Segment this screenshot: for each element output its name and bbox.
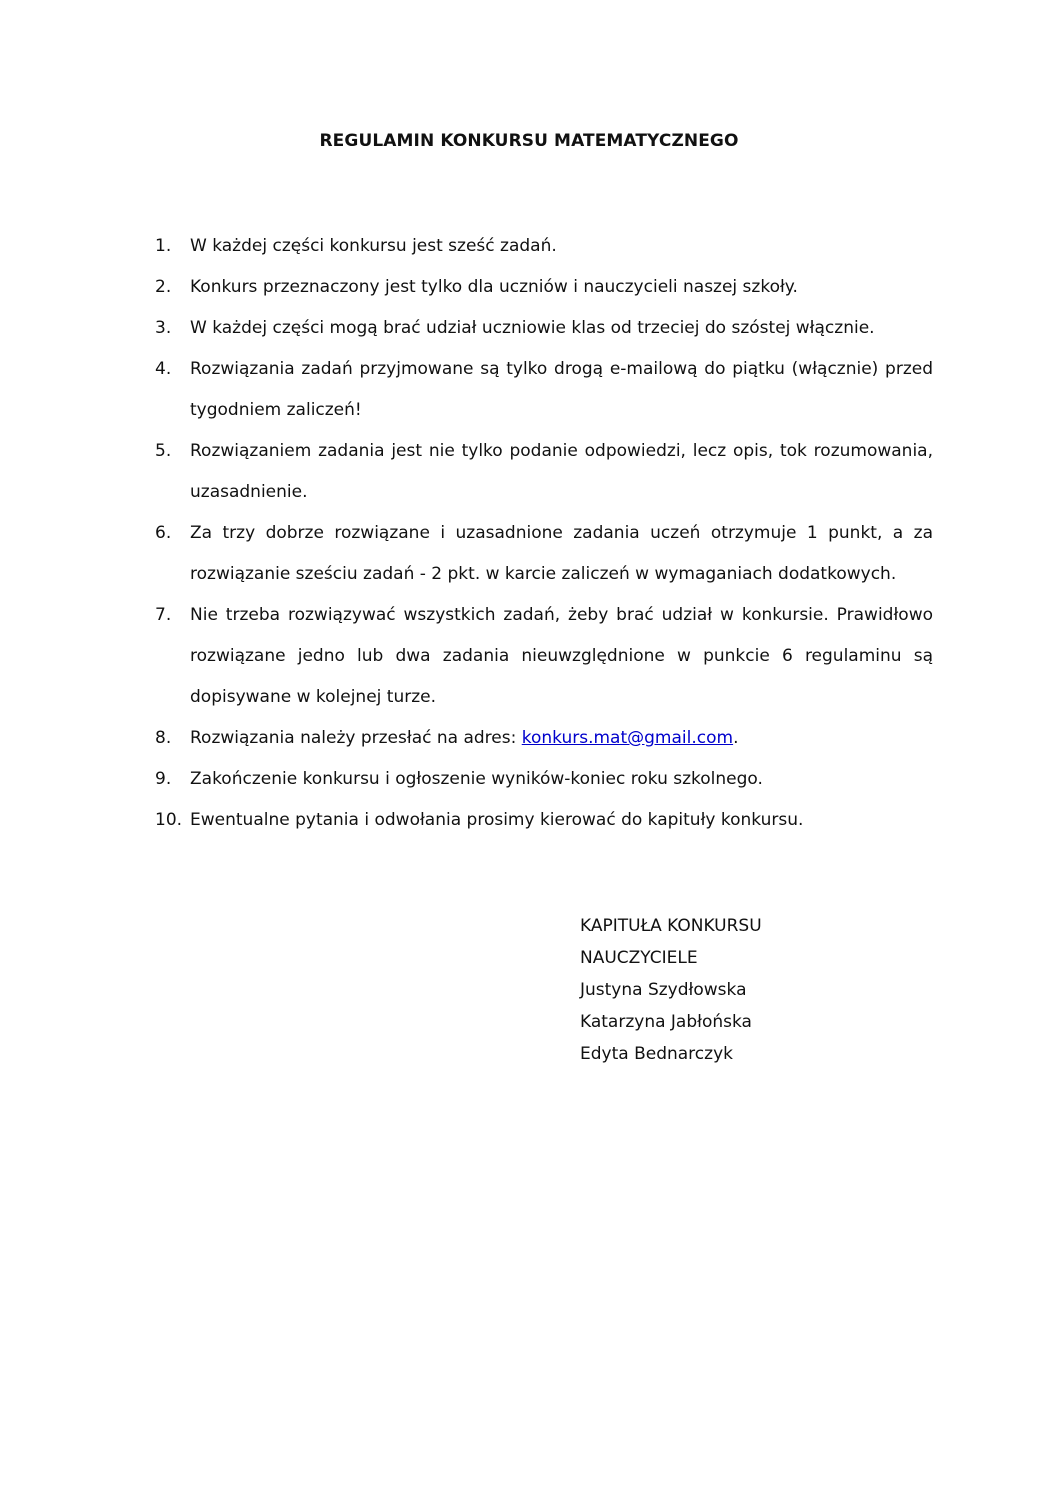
rule-number: 4. xyxy=(155,359,172,379)
rule-text: Rozwiązania zadań przyjmowane są tylko drogą e-mailową do piątku (włącznie) przed tygodniem zaliczeń! xyxy=(190,359,933,420)
rule-item xyxy=(155,595,933,718)
rule-text: Zakończenie konkursu i ogłoszenie wyników-koniec roku szkolnego. xyxy=(190,769,763,789)
document-title: REGULAMIN KONKURSU MATEMATYCZNEGO xyxy=(319,131,739,151)
rule-text-before-email: Rozwiązania należy przesłać na adres: xyxy=(190,728,522,748)
rule-number: 7. xyxy=(155,605,172,625)
rule-text: Rozwiązaniem zadania jest nie tylko podanie odpowiedzi, lecz opis, tok rozumowania, uzasadnienie. xyxy=(190,441,933,502)
teacher-name: Edyta Bednarczyk xyxy=(580,1044,733,1064)
rule-item xyxy=(155,226,933,267)
rule-number: 1. xyxy=(155,236,172,256)
rule-text: Ewentualne pytania i odwołania prosimy kierować do kapituły konkursu. xyxy=(190,810,804,830)
rule-text: W każdej części mogą brać udział uczniowie klas od trzeciej do szóstej włącznie. xyxy=(190,318,875,338)
rule-item xyxy=(155,718,933,759)
rule-number: 9. xyxy=(155,769,172,789)
signature-block xyxy=(580,910,762,1070)
rule-item xyxy=(155,759,933,800)
rule-text: Za trzy dobrze rozwiązane i uzasadnione zadania uczeń otrzymuje 1 punkt, a za rozwiązanie sześciu zadań - 2 pkt. w karcie zaliczeń w wymaganiach dodatkowych. xyxy=(190,523,933,584)
teacher-name: Katarzyna Jabłońska xyxy=(580,1012,752,1032)
rule-number: 10. xyxy=(155,810,183,830)
rule-item xyxy=(155,349,933,431)
rule-number: 8. xyxy=(155,728,172,748)
rule-number: 5. xyxy=(155,441,172,461)
rule-item xyxy=(155,513,933,595)
committee-heading: KAPITUŁA KONKURSU xyxy=(580,916,762,936)
rules-list xyxy=(155,226,933,841)
teachers-heading: NAUCZYCIELE xyxy=(580,948,698,968)
rule-text: Konkurs przeznaczony jest tylko dla uczniów i nauczycieli naszej szkoły. xyxy=(190,277,798,297)
teacher-name: Justyna Szydłowska xyxy=(580,980,747,1000)
rule-item xyxy=(155,308,933,349)
rule-item xyxy=(155,431,933,513)
rule-item xyxy=(155,800,933,841)
rule-number: 6. xyxy=(155,523,172,543)
email-link[interactable]: konkurs.mat@gmail.com xyxy=(521,728,734,748)
rule-item xyxy=(155,267,933,308)
rule-text-after-email: . xyxy=(733,728,739,748)
rule-text xyxy=(190,718,933,759)
rule-number: 2. xyxy=(155,277,172,297)
rule-text: Nie trzeba rozwiązywać wszystkich zadań, żeby brać udział w konkursie. Prawidłowo rozwiązane jedno lub dwa zadania nieuwzględnione w punkcie 6 regulaminu są dopisywane w kolejnej turze. xyxy=(190,605,933,707)
rule-text: W każdej części konkursu jest sześć zadań. xyxy=(190,236,557,256)
rule-number: 3. xyxy=(155,318,172,338)
